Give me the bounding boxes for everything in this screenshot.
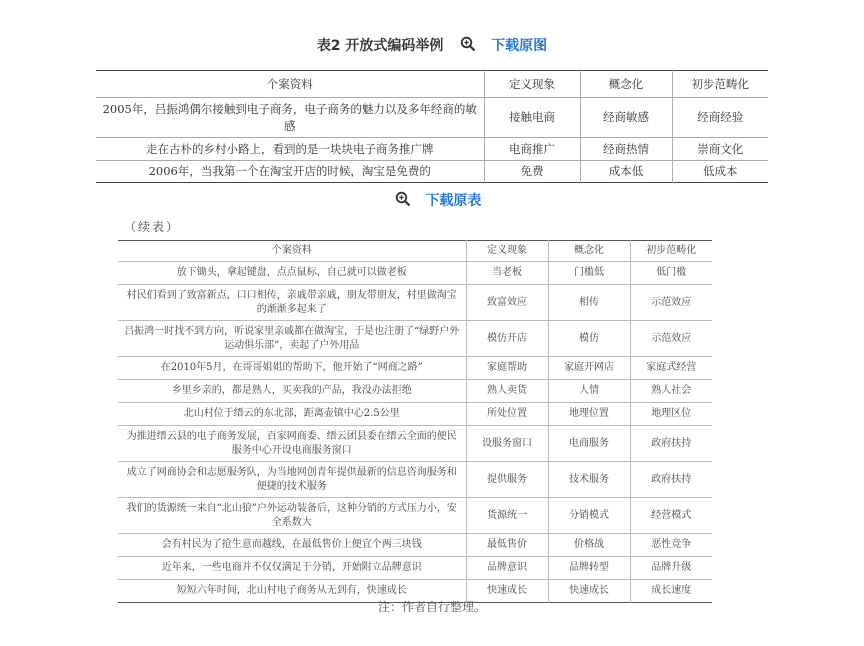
column-header: 概念化 [548, 241, 630, 262]
column-header: 个案资料 [271, 245, 312, 256]
table-cell: 北山村位于缙云的东北部，距离壶镇中心2.5公里 [118, 403, 466, 426]
zoom-icon[interactable] [460, 36, 476, 56]
table-row [118, 380, 712, 403]
table-cell: 恶性竞争 [630, 534, 712, 557]
table-cell: 村民们看到了致富新点，口口相传，亲戚带亲戚，朋友带朋友，村里做淘宝的渐渐多起来了 [118, 285, 466, 321]
table-row [118, 285, 712, 321]
table-cell: 成本低 [580, 161, 672, 183]
table-row [118, 262, 712, 285]
table-cell: 熟人卖货 [466, 380, 548, 403]
table-row [118, 426, 712, 462]
table-cell: 价格战 [548, 534, 630, 557]
table-row [118, 557, 712, 580]
table-cell: 提供服务 [466, 462, 548, 498]
download-original-image-link[interactable]: 下载原图 [491, 38, 548, 54]
download-table-bar [0, 190, 864, 211]
table-cell: 模仿开店 [466, 321, 548, 357]
table-cell: 品牌升级 [630, 557, 712, 580]
table-cell: 经营模式 [630, 498, 712, 534]
table-cell: 家庭开网店 [548, 357, 630, 380]
table-cell: 经商经验 [672, 98, 768, 138]
coding-table-part1 [96, 70, 768, 183]
table-row [96, 161, 768, 183]
table-cell: 短短六年时间，北山村电子商务从无到有，快速成长 [118, 580, 466, 603]
column-header: 定义现象 [484, 71, 580, 98]
table-cell: 2005年，吕振鸿偶尔接触到电子商务，电子商务的魅力以及多年经商的敏感 [96, 98, 484, 138]
table-cell: 放下锄头，拿起键盘，点点鼠标，自己就可以做老板 [118, 262, 466, 285]
table-note: 注：作者自行整理。 [377, 600, 486, 614]
table-title-bar [0, 35, 864, 56]
table-row [118, 498, 712, 534]
table-cell: 接触电商 [484, 98, 580, 138]
table-cell: 乡里乡亲的，都是熟人，买卖我的产品，我没办法拒绝 [118, 380, 466, 403]
table-cell: 成长速度 [630, 580, 712, 603]
table-cell: 电商服务 [548, 426, 630, 462]
table-cell: 技术服务 [548, 462, 630, 498]
table-cell: 家庭式经营 [630, 357, 712, 380]
table-row [118, 534, 712, 557]
table-cell: 示范效应 [630, 285, 712, 321]
table-row [118, 321, 712, 357]
table-cell: 所处位置 [466, 403, 548, 426]
table-cell: 地理区位 [630, 403, 712, 426]
table-cell: 人情 [548, 380, 630, 403]
table-cell: 经商热情 [580, 138, 672, 161]
table-row [118, 357, 712, 380]
zoom-icon[interactable] [395, 191, 411, 211]
table-cell: 为推进缙云县的电子商务发展，百家网商委、缙云团县委在缙云全面的便民服务中心开设电商服务窗口 [118, 426, 466, 462]
table-cell: 品牌转型 [548, 557, 630, 580]
table-cell: 在2010年5月，在哥哥姐姐的帮助下，他开始了“网商之路” [118, 357, 466, 380]
table-cell: 低门槛 [630, 262, 712, 285]
table-cell: 免费 [484, 161, 580, 183]
table-cell: 政府扶持 [630, 426, 712, 462]
table-cell: 门槛低 [548, 262, 630, 285]
table-header-row [96, 71, 768, 98]
table-cell: 示范效应 [630, 321, 712, 357]
table-row [118, 403, 712, 426]
column-header: 初步范畴化 [672, 71, 768, 98]
table-cell: 模仿 [548, 321, 630, 357]
table-cell: 地理位置 [548, 403, 630, 426]
table-cell: 最低售价 [466, 534, 548, 557]
table-cell: 相传 [548, 285, 630, 321]
table-row [96, 98, 768, 138]
table-cell: 2006年，当我第一个在淘宝开店的时候，淘宝是免费的 [96, 161, 484, 183]
table-cell: 分销模式 [548, 498, 630, 534]
column-header: 初步范畴化 [630, 241, 712, 262]
table-cell: 崇商文化 [672, 138, 768, 161]
column-header: 概念化 [580, 71, 672, 98]
continued-label: （续表） [124, 220, 181, 234]
table-cell: 会有村民为了抢生意而越线，在最低售价上便宜个两三块钱 [118, 534, 466, 557]
table-cell: 吕振鸿一时找不到方向，听说家里亲戚都在做淘宝，于是也注册了“绿野户外运动俱乐部”，卖起了户外用品 [118, 321, 466, 357]
table-cell: 政府扶持 [630, 462, 712, 498]
table-title: 表2 开放式编码举例 [316, 38, 444, 54]
table-cell: 近年来，一些电商并不仅仅满足于分销，开始附立品牌意识 [118, 557, 466, 580]
table-cell: 当老板 [466, 262, 548, 285]
table-cell: 货源统一 [466, 498, 548, 534]
table-cell: 我们的货源统一来自“北山狼”户外运动装备后，这种分销的方式压力小，安全系数大 [118, 498, 466, 534]
table-cell: 电商推广 [484, 138, 580, 161]
table-cell: 品牌意识 [466, 557, 548, 580]
table-row [118, 462, 712, 498]
column-header: 定义现象 [466, 241, 548, 262]
table-cell: 经商敏感 [580, 98, 672, 138]
table-cell: 快速成长 [548, 580, 630, 603]
table-cell: 低成本 [672, 161, 768, 183]
table-header-row [118, 241, 712, 262]
column-header: 个案资料 [266, 76, 313, 91]
table-row [96, 138, 768, 161]
coding-table-part2 [118, 240, 712, 603]
download-original-table-link[interactable]: 下载原表 [425, 193, 482, 209]
table-cell: 成立了网商协会和志愿服务队，为当地网创青年提供最新的信息咨询服务和便捷的技术服务 [118, 462, 466, 498]
table-cell: 致富效应 [466, 285, 548, 321]
table-cell: 熟人社会 [630, 380, 712, 403]
table-cell: 快速成长 [466, 580, 548, 603]
table-cell: 走在古朴的乡村小路上，看到的是一块块电子商务推广牌 [96, 138, 484, 161]
table-cell: 设服务窗口 [466, 426, 548, 462]
table-cell: 家庭帮助 [466, 357, 548, 380]
